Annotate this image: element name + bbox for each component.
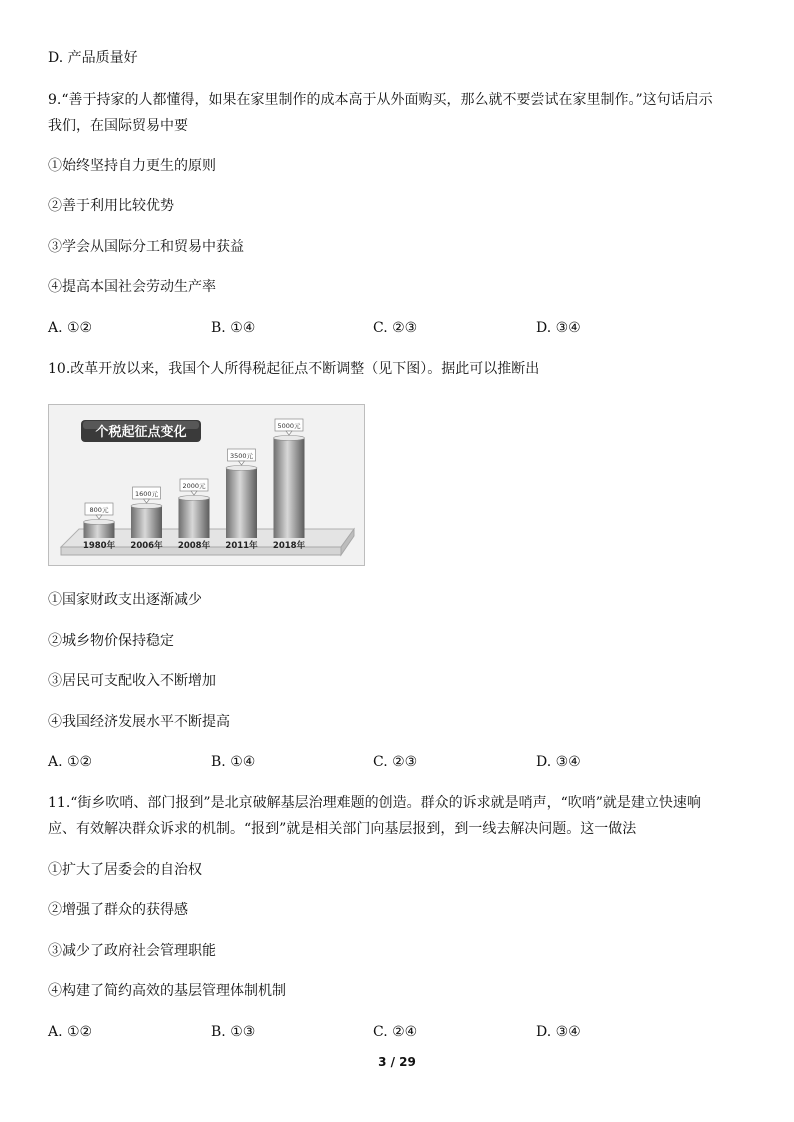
value-label-pointer (239, 461, 245, 465)
q11-option-c: C. ②④ (373, 1024, 418, 1040)
value-label-pointer (144, 499, 150, 503)
bar-top-cap (131, 504, 162, 509)
bar (226, 468, 257, 538)
q11-statement-3: ③减少了政府社会管理职能 (48, 943, 216, 959)
q9-stem-line2: 我们，在国际贸易中要 (48, 118, 188, 134)
chart-title: 个税起征点变化 (95, 425, 187, 440)
q10-option-c: C. ②③ (373, 754, 418, 770)
q11-option-d: D. ③④ (536, 1024, 581, 1040)
value-label: 1600元 (134, 490, 159, 498)
q11-statement-2: ②增强了群众的获得感 (48, 902, 188, 918)
q9-stem-line1: 9.“善于持家的人都懂得，如果在家里制作的成本高于从外面购买，那么就不要尝试在家里制作。”这句话启示 (48, 92, 713, 108)
q10-option-b: B. ①④ (211, 754, 256, 770)
q11-option-b: B. ①③ (211, 1024, 256, 1040)
q9-statement-1: ①始终坚持自力更生的原则 (48, 158, 216, 174)
value-label: 5000元 (277, 422, 301, 430)
value-label: 800元 (89, 506, 109, 514)
q11-option-a: A. ①② (48, 1024, 93, 1040)
value-label-pointer (191, 491, 197, 495)
q9-statement-4: ④提高本国社会劳动生产率 (48, 279, 216, 295)
q10-statement-3: ③居民可支配收入不断增加 (48, 673, 216, 689)
bar (274, 438, 305, 538)
q11-stem-line1: 11.“街乡吹哨、部门报到”是北京破解基层治理难题的创造。群众的诉求就是哨声，“吹哨”就是建立快速响 (48, 795, 701, 811)
q10-statement-4: ④我国经济发展水平不断提高 (48, 714, 230, 730)
value-label-pointer (286, 431, 292, 435)
category-label: 2011年 (225, 541, 258, 551)
q9-statement-2: ②善于利用比较优势 (48, 198, 174, 214)
q10-stem: 10.改革开放以来，我国个人所得税起征点不断调整（见下图）。据此可以推断出 (48, 361, 540, 377)
q10-statement-2: ②城乡物价保持稳定 (48, 633, 174, 649)
value-label: 3500元 (229, 452, 254, 460)
bar-top-cap (84, 520, 115, 525)
q10-options (48, 752, 748, 772)
category-label: 1980年 (82, 541, 116, 551)
q11-stem-line2: 应、有效解决群众诉求的机制。“报到”就是相关部门向基层报到，到一线去解决问题。这一做法 (48, 821, 637, 837)
bar-chart-svg (49, 405, 364, 565)
q9-options (48, 318, 748, 338)
value-label-pointer (96, 515, 102, 519)
q9-option-c: C. ②③ (373, 320, 418, 336)
q10-statement-1: ①国家财政支出逐渐减少 (48, 592, 202, 608)
bar-top-cap (179, 496, 210, 501)
q11-options (48, 1022, 748, 1042)
q10-option-d: D. ③④ (536, 754, 581, 770)
q9-option-b: B. ①④ (211, 320, 256, 336)
q11-statement-1: ①扩大了居委会的自治权 (48, 862, 202, 878)
page-number: 3 / 29 (378, 1055, 416, 1069)
q8-option-d: D. 产品质量好 (48, 50, 138, 66)
category-label: 2008年 (177, 541, 211, 551)
q10-option-a: A. ①② (48, 754, 93, 770)
q9-statement-3: ③学会从国际分工和贸易中获益 (48, 239, 244, 255)
bar (131, 506, 162, 538)
bar-top-cap (274, 436, 305, 441)
bar-top-cap (226, 466, 257, 471)
category-label: 2018年 (272, 541, 306, 551)
value-label: 2000元 (182, 482, 206, 490)
q9-option-a: A. ①② (48, 320, 93, 336)
q11-statement-4: ④构建了简约高效的基层管理体制机制 (48, 983, 286, 999)
tax-threshold-chart (48, 404, 365, 566)
bar (179, 498, 210, 538)
category-label: 2006年 (130, 541, 163, 551)
q9-option-d: D. ③④ (536, 320, 581, 336)
